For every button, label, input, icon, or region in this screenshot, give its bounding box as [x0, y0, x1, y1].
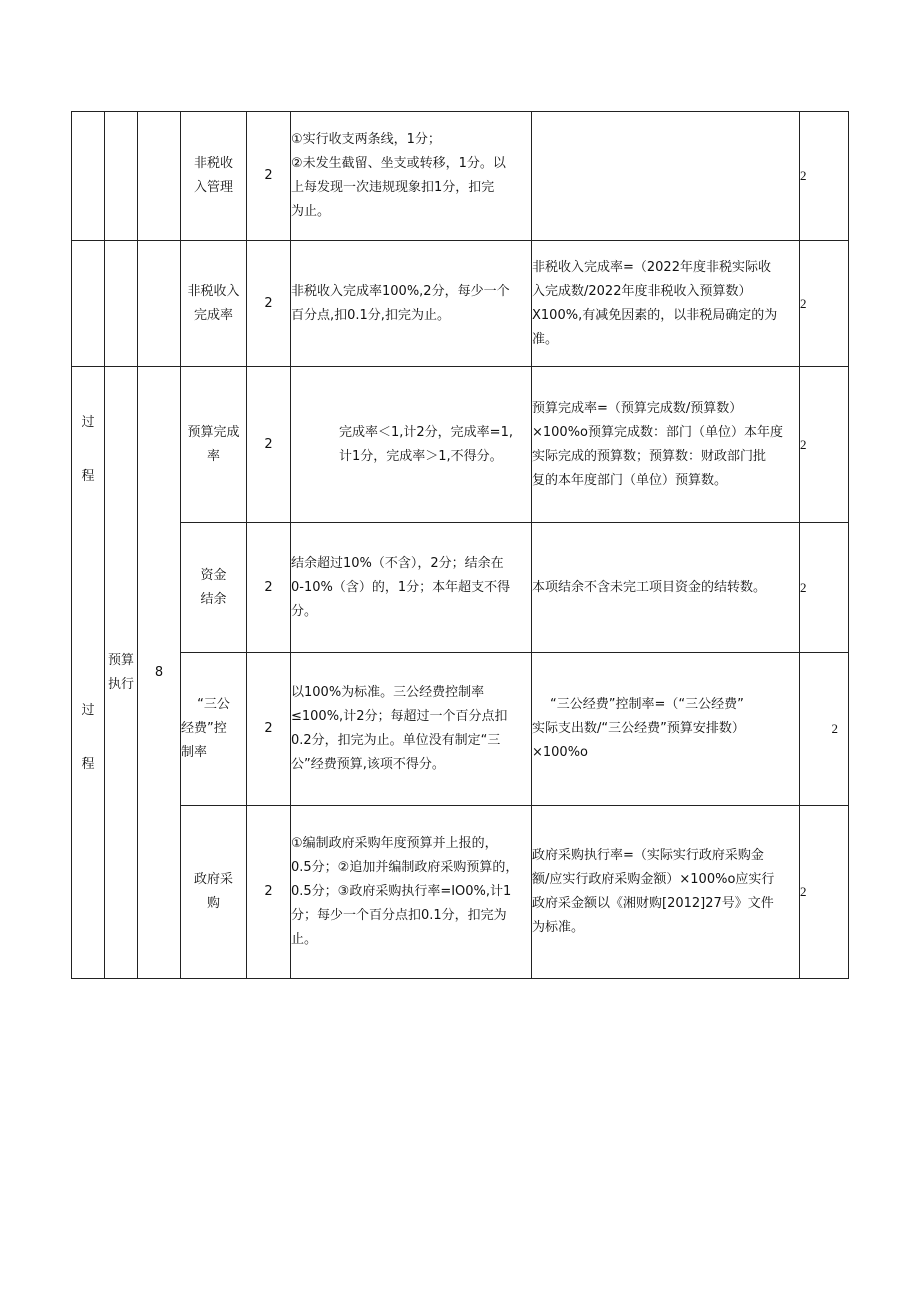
table-row — [72, 806, 849, 979]
subweight-cell-cont — [138, 241, 181, 367]
scoring-standard: ①编制政府采购年度预算并上报的， 0.5分；②追加并编制政府采购预算的， 0.5分；③政府采购执行率=IO0%,计1 分；每少一个百分点扣0.1分，扣完为 止。 — [291, 806, 532, 979]
table-row — [72, 653, 849, 806]
table-row — [72, 523, 849, 653]
score-cell: 2 — [800, 112, 849, 241]
score-cell: 2 — [800, 653, 849, 806]
indicator-weight: 2 — [247, 653, 291, 806]
table-row — [72, 367, 849, 523]
scoring-standard: 非税收入完成率100%,2分，每少一个 百分点,扣0.1分,扣完为止。 — [291, 241, 532, 367]
scoring-standard: 以100%为标准。三公经费控制率 ≤100%,计2分；每超过一个百分点扣 0.2分，扣完为止。单位没有制定“三 公”经费预算,该项不得分。 — [291, 653, 532, 806]
scoring-standard: 结余超过10%（不含），2分；结余在 0-10%（含）的，1分；本年超支不得 分。 — [291, 523, 532, 653]
score-cell: 2 — [800, 806, 849, 979]
indicator-name: 政府采 购 — [181, 806, 247, 979]
subcategory-cell: 预算 执行 — [105, 367, 138, 979]
indicator-weight: 2 — [247, 806, 291, 979]
indicator-weight: 2 — [247, 523, 291, 653]
indicator-name: 资金 结余 — [181, 523, 247, 653]
calculation-note: 预算完成率=（预算完成数/预算数） ×100%o预算完成数：部门（单位）本年度 实际完成的预算数；预算数：财政部门批 复的本年度部门（单位）预算数。 — [532, 367, 800, 523]
subweight-cell-cont — [138, 112, 181, 241]
indicator-weight: 2 — [247, 112, 291, 241]
indicator-weight: 2 — [247, 241, 291, 367]
calculation-note: 政府采购执行率=（实际实行政府采购金 额/应实行政府采购金额）×100%o应实行 政府采金额以《湘财购[2012]27号》文件 为标准。 — [532, 806, 800, 979]
calculation-note — [532, 112, 800, 241]
calculation-note: “三公经费”控制率=（“三公经费” 实际支出数/“三公经费”预算安排数） ×100%o — [532, 653, 800, 806]
category-cell: 过 程 过 程 — [72, 367, 105, 979]
indicator-name: “三公 经费”控 制率 — [181, 653, 247, 806]
score-cell: 2 — [800, 523, 849, 653]
calculation-note: 非税收入完成率=（2022年度非税实际收 入完成数/2022年度非税收入预算数） X100%,有减免因素的，以非税局确定的为 准。 — [532, 241, 800, 367]
table-row — [72, 241, 849, 367]
score-cell: 2 — [800, 241, 849, 367]
subcategory-cell-cont — [105, 241, 138, 367]
table-row — [72, 112, 849, 241]
calculation-note: 本项结余不含未完工项目资金的结转数。 — [532, 523, 800, 653]
score-cell: 2 — [800, 367, 849, 523]
indicator-name: 预算完成 率 — [181, 367, 247, 523]
scoring-standard: 完成率＜1,计2分，完成率=1, 计1分，完成率＞1,不得分。 — [291, 367, 532, 523]
subcategory-cell-cont — [105, 112, 138, 241]
subcategory-weight: 8 — [138, 367, 181, 979]
category-cell-cont — [72, 112, 105, 241]
indicator-weight: 2 — [247, 367, 291, 523]
indicator-name: 非税收 入管理 — [181, 112, 247, 241]
evaluation-table — [71, 111, 849, 979]
category-cell-cont — [72, 241, 105, 367]
indicator-name: 非税收入 完成率 — [181, 241, 247, 367]
scoring-standard: ①实行收支两条线，1分； ②未发生截留、坐支或转移，1分。以 上每发现一次违规现象扣1分，扣完 为止。 — [291, 112, 532, 241]
